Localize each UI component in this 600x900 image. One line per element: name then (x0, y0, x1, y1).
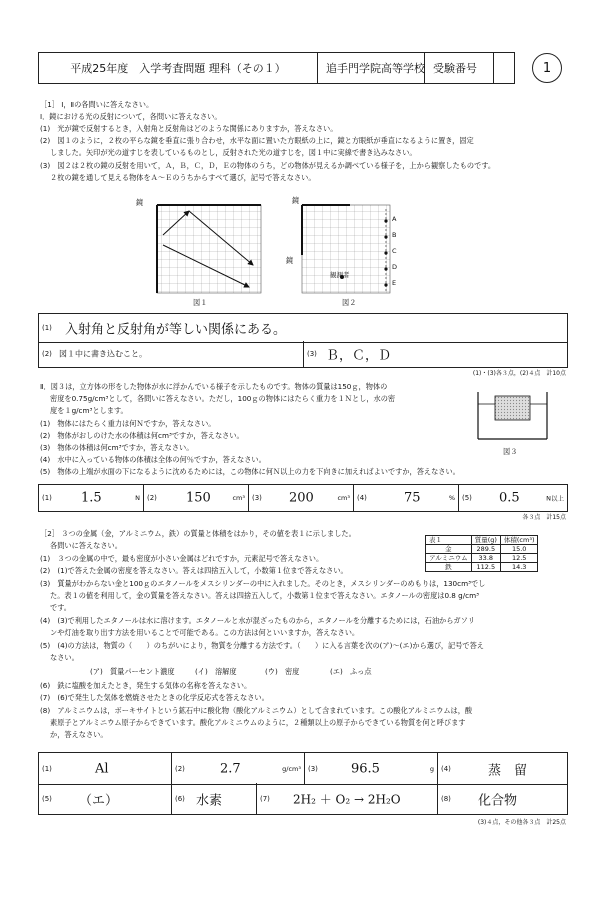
q1-question-3-line2: ２枚の鏡を通して見える物体をＡ～Ｅのうちからすべて選び，記号で答えなさい。 (50, 173, 316, 182)
table-cell: 金 (426, 545, 472, 554)
q1-part2-answer-3: 200 (289, 490, 314, 506)
table-row (426, 563, 538, 572)
q2-answer-row-1 (38, 752, 568, 785)
q2-answer-7-label: (7) (260, 794, 270, 803)
q1-answer-2-box[interactable] (39, 341, 304, 367)
q1-answer-3: Ｂ，Ｃ，Ｄ (326, 348, 392, 364)
q1-part2-answer-4-box[interactable] (354, 485, 459, 511)
q2-question-7: (7) (6)で発生した気体を燃焼させたときの化学反応式を答えなさい。 (40, 693, 269, 702)
exam-number-field[interactable] (494, 53, 514, 83)
q1-answer-1-label: (1) (42, 324, 52, 332)
q1-part2-question-4: (4) 水中に入っている物体の体積は全体の何％ですか，答えなさい。 (40, 455, 266, 464)
figure-2-point-a: A (392, 215, 397, 223)
q2-answer-row-2 (38, 783, 568, 815)
exam-title: 平成25年度 入学考査問題 理科（その１） (39, 53, 318, 83)
q2-question-8-line1: (8) アルミニウムは，ボーキサイトという鉱石中に酸化物（酸化アルミニウム）として含まれています。この酸化アルミニウムは，酸 (40, 706, 473, 715)
q1-score-note: (1)・(3)各３点，(2)４点 計10点 (472, 370, 566, 377)
q2-answer-1: Al (95, 761, 109, 776)
q1-part2-answer-5-unit: N以上 (546, 494, 564, 503)
q1-part2-answer-1: 1.5 (81, 490, 102, 506)
q2-question-4-line2: ンや灯油を取り出す方法を用いることで可能である。この方法は何といいますか，答えなさい。 (50, 628, 360, 637)
q2-answer-8-box[interactable] (438, 783, 567, 814)
q2-heading-line2: 各問いに答えなさい。 (50, 541, 122, 550)
q2-choice-b: (イ) 溶解度 (195, 667, 237, 676)
q1-part2-question-3: (3) 物体の体積は何cm³ですか，答えなさい。 (40, 443, 194, 452)
table-row (426, 545, 538, 554)
q2-answer-3-unit: g (429, 764, 434, 773)
table-cell: 鉄 (426, 563, 472, 572)
q1-answer-1-box[interactable] (38, 313, 568, 343)
figure-2-caption: 図２ (342, 298, 357, 307)
q1-part2-intro-line1: Ⅱ．図３は，立方体の形をした物体が水に浮かんでいる様子を示したものです。物体の質量は150ｇ，物体の (40, 382, 388, 391)
table-cell: 15.0 (500, 545, 538, 554)
q1-question-2-line2: しました。矢印が光の道すじを表しているものとし，反射された光の道すじを，図１中に実線で書き込みなさい。 (50, 148, 417, 157)
q2-choice-c: (ウ) 密度 (265, 667, 300, 676)
q2-answer-4: 蒸 留 (488, 763, 528, 778)
q2-answer-4-box[interactable] (438, 753, 567, 784)
q2-question-8-line3: か，答えなさい。 (50, 730, 108, 739)
table-cell: 12.5 (500, 554, 538, 563)
figure-2-point-d: D (392, 263, 398, 271)
table-row (426, 554, 538, 563)
q2-score-note: (3)４点，その他各３点 計25点 (477, 819, 566, 826)
table-cell: 33.8 (471, 554, 500, 563)
page-number: 1 (532, 53, 562, 83)
table-cell: 289.5 (471, 545, 500, 554)
q1-part2-answer-5-box[interactable] (459, 485, 567, 511)
q2-answer-1-box[interactable] (39, 753, 172, 784)
table-1-header-volume: 体積(cm³) (500, 536, 538, 545)
q2-answer-6-box[interactable] (172, 783, 257, 814)
figure-2-point-b: B (392, 231, 397, 239)
table-cell: 14.3 (500, 563, 538, 572)
q1-part2-answer-2: 150 (186, 490, 211, 506)
q2-answer-7: 2H₂ ＋ O₂ → 2H₂O (293, 792, 401, 806)
q1-part2-answer-3-unit: cm³ (337, 494, 350, 502)
q1-part2-answer-2-unit: cm³ (232, 494, 245, 502)
q1-part2-answer-2-label: (2) (147, 494, 157, 502)
q1-part2-answer-4-unit: % (448, 494, 455, 502)
q1-answer-3-box[interactable] (304, 341, 567, 367)
q2-answer-8: 化合物 (478, 793, 518, 808)
q2-answer-6: 水素 (196, 793, 223, 808)
q2-answer-3-label: (3) (308, 764, 318, 773)
q2-answer-2-label: (2) (175, 764, 185, 773)
q1-part2-answer-5-label: (5) (462, 494, 472, 502)
q1-part2-intro-line2: 密度を0.75g/cm³として，各問いに答えなさい。ただし，100ｇの物体にはたらく重力を１Ｎとし，水の密 (50, 394, 396, 403)
q1-question-3-line1: (3) 図２は２枚の鏡の反射を用いて，Ａ，Ｂ，Ｃ，Ｄ，Ｅの物体のうち，どの物体が見えるか調べている様子を，上から観察したものです。 (40, 161, 496, 170)
q2-question-3-line3: です。 (50, 603, 71, 612)
q1-answer-2-label: (2) (42, 350, 52, 358)
q1-part2-intro-line3: 度を１g/cm³とします。 (50, 406, 128, 415)
q2-question-1: (1) ３つの金属の中で，最も密度が小さい金属はどれですか，元素記号で答えなさい。 (40, 554, 324, 563)
q2-question-8-line2: 素原子とアルミニウム原子からできています。酸化アルミニウムのように，２種類以上の原子からできている物質を何と呼びます (50, 718, 466, 727)
table-1-header-label: 表１ (426, 536, 472, 545)
q1-answer-row-2 (38, 341, 568, 368)
q1-part2-answer-2-box[interactable] (144, 485, 249, 511)
school-name: 追手門学院高等学校 (318, 53, 425, 83)
q1-part2-question-1: (1) 物体にはたらく重力は何Ｎですか，答えなさい。 (40, 419, 216, 428)
q1-part2-question-2: (2) 物体がおしのけた水の体積は何cm³ですか，答えなさい。 (40, 431, 244, 440)
q1-part2-answer-3-label: (3) (252, 494, 262, 502)
table-cell: 112.5 (471, 563, 500, 572)
q1-question-1: (1) 光が鏡で反射するとき，入射角と反射角はどのような関係にありますか，答えなさい。 (40, 124, 338, 133)
q2-answer-5: （エ） (79, 793, 119, 808)
q2-question-5-line2: なさい。 (50, 653, 79, 662)
q1-part2-answer-3-box[interactable] (249, 485, 354, 511)
exam-header (38, 52, 515, 84)
figure-1-mirror-label: 鏡 (136, 198, 144, 207)
figure-1-caption: 図１ (193, 298, 208, 307)
q2-answer-2-box[interactable] (172, 753, 305, 784)
q2-answer-8-label: (8) (441, 794, 451, 803)
q2-answer-4-label: (4) (441, 764, 451, 773)
q1-answer-3-label: (3) (307, 350, 317, 358)
table-cell: アルミニウム (426, 554, 472, 563)
q1-part2-answer-1-box[interactable] (39, 485, 144, 511)
q2-choice-a: (ア) 質量パーセント濃度 (90, 667, 175, 676)
q2-answer-1-label: (1) (42, 764, 52, 773)
figure-3-caption: 図３ (503, 447, 518, 456)
q1-part2-answer-4: 75 (404, 490, 421, 506)
exam-number-label: 受験番号 (425, 53, 494, 83)
q2-answer-5-label: (5) (42, 794, 52, 803)
q1-heading: ［1］ Ⅰ，Ⅱの各問いに答えなさい。 (40, 100, 154, 109)
figure-2-point-e: E (392, 279, 397, 287)
q2-choice-d: (エ) ふっ点 (330, 667, 372, 676)
q1-part2-answer-row (38, 484, 568, 512)
q2-answer-2: 2.7 (220, 761, 241, 776)
q2-heading-line1: ［2］ ３つの金属（金，アルミニウム，鉄）の質量と体積をはかり，その値を表１に示しました。 (40, 529, 356, 538)
q1-answer-2: 図１中に書き込むこと。 (59, 349, 147, 359)
q2-answer-3-box[interactable] (305, 753, 438, 784)
figure-2-diagram (290, 195, 405, 300)
q1-answer-1: 入射角と反射角が等しい関係にある。 (65, 322, 287, 338)
q2-answer-2-unit: g/cm³ (282, 764, 301, 773)
q1-part2-answer-1-label: (1) (42, 494, 52, 502)
q2-question-3-line1: (3) 質量がわからない金と100ｇのエタノールをメスシリンダーの中に入れました。そのとき，メスシリンダーのめもりは，130cm³でし (40, 579, 486, 588)
q2-question-2: (2) (1)で答えた金属の密度を答えなさい。答えは四捨五入して，小数第１位まで答えなさい。 (40, 566, 348, 575)
q1-question-2-line1: (2) 図１のように，２枚の平らな鏡を垂直に張り合わせ，水平な面に置いた方眼紙の上に，鏡と方眼紙が垂直になるように置き，固定 (40, 136, 474, 145)
q2-answer-6-label: (6) (175, 794, 185, 803)
q1-part2-answer-5: 0.5 (499, 490, 520, 506)
q1-part2-score-note: 各３点 計15点 (522, 514, 566, 521)
q2-question-6: (6) 鉄に塩酸を加えたとき，発生する気体の名称を答えなさい。 (40, 681, 252, 690)
q1-part2-question-5: (5) 物体の上端が水面の下になるように沈めるためには，この物体に何Ｎ以上の力を下向きに加えればよいですか，答えなさい。 (40, 467, 460, 476)
figure-3-diagram (470, 384, 555, 444)
q2-question-3-line2: た。表１の値を利用して，金の質量を答えなさい。答えは四捨五入して，小数第１位まで答えなさい。エタノールの密度は0.8 g/cm³ (50, 591, 479, 600)
q2-answer-3: 96.5 (351, 761, 380, 776)
figure-2-mirror2-label: 鏡 (286, 256, 294, 265)
figure-1-diagram (145, 195, 275, 300)
q1-part2-answer-4-label: (4) (357, 494, 367, 502)
q2-answer-5-box[interactable] (39, 783, 172, 814)
table-1-header (426, 536, 538, 545)
table-1-header-mass: 質量(g) (471, 536, 500, 545)
figure-2-mirror-label: 鏡 (292, 196, 300, 205)
q2-question-4-line1: (4) (3)で利用したエタノールは水に溶けます。エタノールと水が混ざったものから，エタノールを分離するためには，石油からガソリ (40, 616, 475, 625)
q1-part2-answer-1-unit: N (135, 494, 140, 502)
figure-2-point-c: C (392, 247, 397, 255)
q2-question-5-line1: (5) (4)の方法は，物質の（ ）のちがいにより，物質を分離する方法です。（ ）に入る言葉を次の(ア)～(エ)から選び，記号で答え (40, 641, 484, 650)
table-1 (425, 535, 538, 572)
q2-answer-7-box[interactable] (257, 783, 438, 814)
figure-2-observer-label: 観測者 (330, 271, 350, 279)
q1-part1-intro: Ⅰ．鏡における光の反射について，各問いに答えなさい。 (40, 112, 222, 121)
